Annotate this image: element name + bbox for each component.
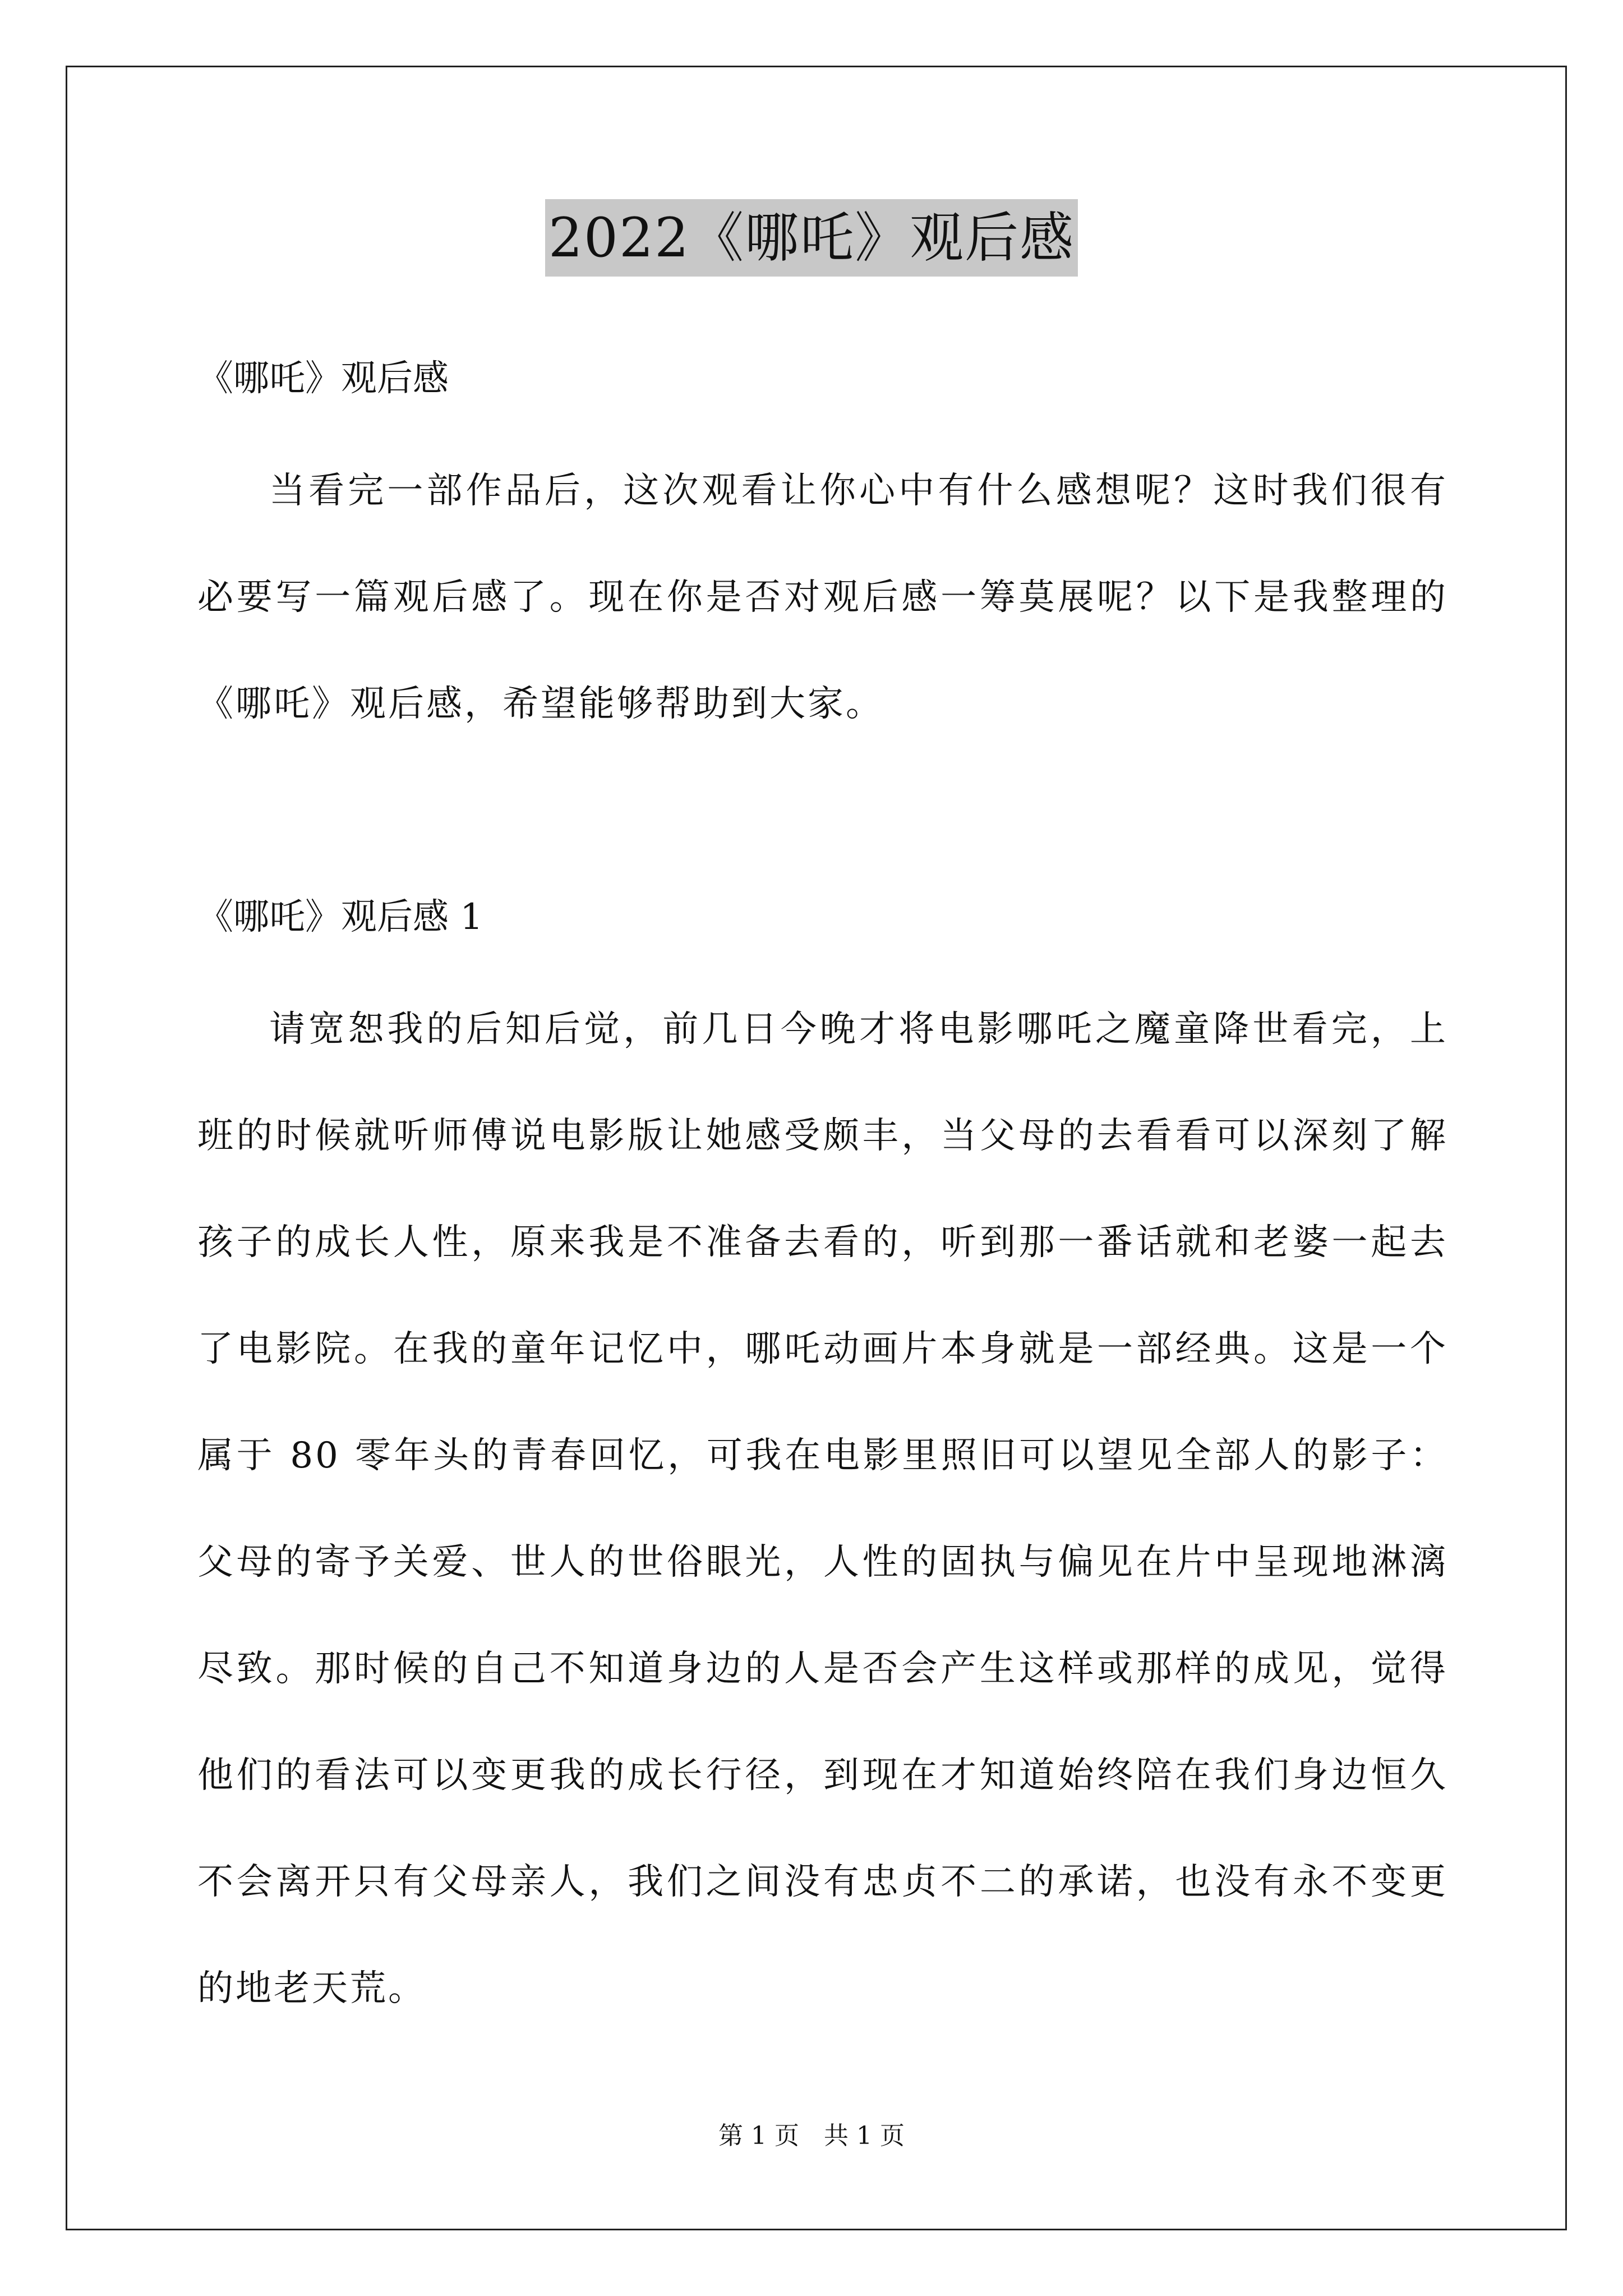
- title-container: [0, 199, 1623, 277]
- section-1-heading: 《哪吒》观后感 1: [197, 896, 483, 938]
- page-number-footer: 第 1 页 共 1 页: [718, 2122, 905, 2150]
- section-1-paragraph: 请宽恕我的后知后觉，前几日今晚才将电影哪吒之魔童降世看完，上班的时候就听师傅说电影版让她感受颇丰，当父母的去看看可以深刻了解孩子的成长人性，原来我是不准备去看的，听到那一番话就和老婆一起去了电影院。在我的童年记忆中，哪吒动画片本身就是一部经典。这是一个属于 80 零年头的青春回忆，可我在电影里照旧可以望见全部人的影子：父母的寄予关爱、世人的世俗眼光，人性的固执与偏见在片中呈现地淋漓尽致。那时候的自己不知道身边的人是否会产生这样或那样的成见，觉得他们的看法可以变更我的成长行径，到现在才知道始终陪在我们身边恒久不会离开只有父母亲人，我们之间没有忠贞不二的承诺，也没有永不变更的地老天荒。: [197, 1009, 1448, 2009]
- intro-heading: 《哪吒》观后感: [197, 358, 449, 399]
- document-title: 2022《哪吒》观后感: [545, 199, 1078, 277]
- intro-paragraph: 当看完一部作品后，这次观看让你心中有什么感想呢？这时我们很有必要写一篇观后感了。现在你是否对观后感一筹莫展呢？以下是我整理的《哪吒》观后感，希望能够帮助到大家。: [197, 470, 1448, 725]
